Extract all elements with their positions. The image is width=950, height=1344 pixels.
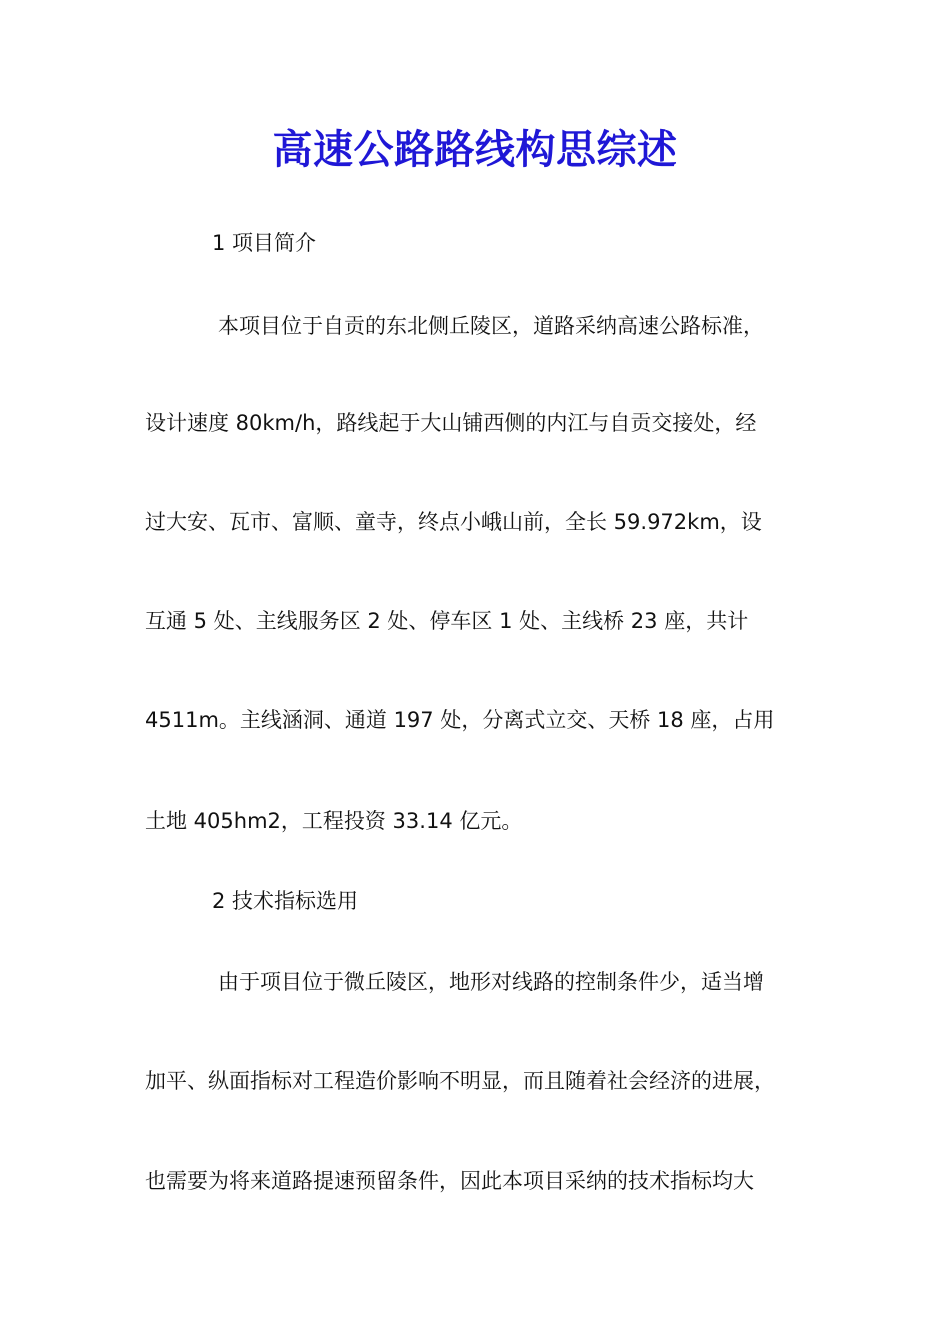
paragraph-line: 本项目位于自贡的东北侧丘陵区，道路采纳高速公路标准， [218, 314, 764, 338]
paragraph-line: 设计速度 80km/h，路线起于大山铺西侧的内江与自贡交接处，经 [145, 411, 757, 435]
paragraph-line: 互通 5 处、主线服务区 2 处、停车区 1 处、主线桥 23 座，共计 [145, 609, 749, 633]
paragraph-line: 也需要为将来道路提速预留条件，因此本项目采纳的技术指标均大 [145, 1169, 754, 1193]
paragraph-line: 由于项目位于微丘陵区，地形对线路的控制条件少，适当增 [218, 970, 764, 994]
section-heading-1: 1 项目简介 [212, 231, 317, 255]
paragraph-line: 过大安、瓦市、富顺、童寺，终点小峨山前，全长 59.972km，设 [145, 510, 762, 534]
section-heading-2: 2 技术指标选用 [212, 889, 359, 913]
document-title: 高速公路路线构思综述 [272, 126, 678, 173]
paragraph-line: 土地 405hm2，工程投资 33.14 亿元。 [145, 809, 523, 833]
paragraph-line: 加平、纵面指标对工程造价影响不明显，而且随着社会经济的进展， [145, 1069, 775, 1093]
paragraph-line: 4511m。主线涵洞、通道 197 处，分离式立交、天桥 18 座，占用 [145, 708, 775, 732]
